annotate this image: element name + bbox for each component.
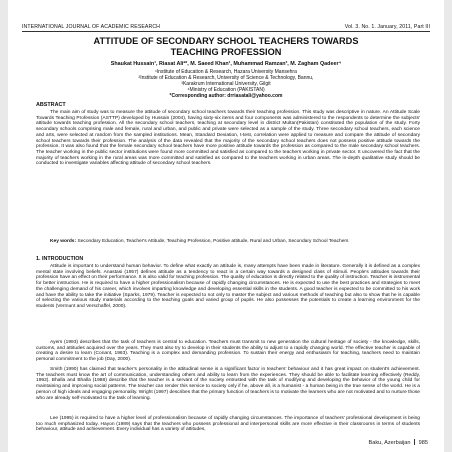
keywords-text: Secondary Education, Teacher's Attitude, Teaching Profession, Positive attitude, Rural and Urban, Secondary School Teachers	[77, 239, 349, 244]
affiliation-2: ²Institute of Education & Research, University of Science & Technology, Bannu,	[138, 75, 314, 82]
title-line-1: ATTITUDE OF SECONDARY SCHOOL TEACHERS TOWARDS	[93, 36, 359, 46]
journal-name: INTERNATIONAL JOURNAL OF ACADEMIC RESEARCH	[22, 24, 161, 30]
volume-info: Vol. 3. No. 1. January, 2011, Part III	[344, 24, 430, 30]
intro-paragraph-4: Lee (1995) is required to have a higher level of professionalism because of rapidly changing circumstances. The importance of teachers' professional development is being too much emphasized today. Hayon (1989) says that the teachers who possess professional and interpersonal skills are more effective in their classrooms in terms of students behaviour, attitude and achievement. Every individual has a variety of attitudes,	[36, 416, 420, 433]
affiliation-4: ⁴Ministry of Education (PAKISTAN)	[187, 87, 265, 94]
paper-title	[28, 36, 424, 58]
title-line-2: TEACHING PROFESSION	[170, 47, 282, 57]
footer-place: Baku, Azerbaijan	[368, 440, 411, 446]
intro-paragraph-2: Ayers (1993) describes that the task of teachers is central to education. Teachers must transmit to new generation the cultural heritage of society - the knowledge, skills, customs, and attitudes acquired over the years. They must also try to develop in their students the ability to adjust to a rapidly changing world. The effective teacher is capable of creating a desire to learn (Conant, 1963). Teaching is a complex and demanding profession. To sustain their energy and enthusiasm for teaching, teachers need to maintain personal commitment to the job (Day, 2000).	[36, 340, 420, 363]
keywords	[36, 239, 420, 245]
introduction-heading: 1. INTRODUCTION	[36, 256, 84, 262]
affiliation-3: ³Karakrum International University, Gilgit	[181, 81, 271, 88]
author-list: Shaukat Hussain¹, Riasat Ali²*, M. Saeed Khan¹, Muhammad Ramzan³, M. Zagham Qadeer⁴	[110, 61, 342, 67]
abstract-text: The main aim of study was to measure the attitude of secondary school teachers towards their teaching profession. This study was descriptive in nature. An Attitude Scale Towards Teaching Profession (ASTTP) developed by Hussain (2004), having sixty-six items and four components was administered to the respondents to determine the subjects' attitude towards teaching profession. All the secondary school teachers, teaching at secondary level in district Multan(Pakistan) constituted the population of the study. Forty secondary schools comprising male and female, rural and urban, and public and private were selected as a sample of the study. Three secondary school teachers, each science and arts, were selected at random from the sampled institutions. Mean, Standard Deviation, t-test, correlation were applied to measure and compare the attitude of secondary school teachers towards their profession. The analysis of the data revealed that the majority of the secondary school teachers does not possess positive attitude towards the profession. It was also found that the female secondary school teachers have more positive attitude towards the profession as compared to the male secondary school teachers. The teacher working in the public sector institutions were found more committed and satisfied as compared to the teachers working in private sector. It uncovered the fact that the majority of teachers working in the rural areas was more committed and satisfied as compared to the teachers working in urban areas. The in-depth qualitative study should be conducted to investigate variables affecting attitude of secondary school teachers.	[36, 110, 420, 167]
affiliations	[22, 69, 430, 99]
page-footer	[369, 439, 428, 446]
document-page	[8, 0, 444, 452]
corresponding-author: *Corresponding author: drriasatali@yahoo.com	[169, 93, 283, 100]
affiliation-1: ¹Institute of Education & Research, Hazara University Mansehra	[155, 69, 297, 75]
intro-paragraph-1: Attitude is important to understand human behavior. To define what exactly an attitude is, many attempts have been made in literature. Generally it is defined as a complex mental state involving beliefs. Anastasi (1957) defines attitude as a tendency to react in a certain way towards a designed class of stimuli. People's attitudes towards their profession have an effect on their performance. It is also valid for teaching profession. The quality of education is directly related to the quality of instruction. Teacher is instrumental for better instruction. He is required to have a higher professionalism because of rapidly changing circumstances. He is expected to use the best practices and strategies to meet the challenging demand of his career, which involves imparting knowledge and developing essential skills in the students. A good teacher is expected to be committed to his work and have the ability to take the initiative (Sparks, 1979). Teacher is expected to not only to master the subject and various methods of teaching but also to show that he is capable of selecting the various study materials according to the teaching goals and varied group of pupils. He also possesses the potentials to create a learning environment for the students (Vermunt and Verschaffel, 2000).	[36, 264, 420, 310]
keywords-label: Key words:	[50, 239, 77, 244]
running-header	[22, 24, 430, 32]
footer-separator	[414, 439, 415, 445]
abstract-heading: ABSTRACT	[36, 102, 66, 108]
page-number: 985	[418, 440, 428, 446]
intro-paragraph-3: Smith (1990) has claimed that teacher's personality in the attitudinal sense is a significant factor in teachers' behaviour and it has great impact on student's achievement. The teachers must know the art of communication, understanding others and ability to learn from the experiences. They should be able to facilitate learning effectively (Reddy, 1992). Bhalla and Bhalla (1988) describe that the teacher is a servant of the society entrusted with the task of modifying and developing the behavior of the young child for maintaining and improving social patterns. The teacher can render this service to society only if he, above all, is a humanist - a human being in the true sense of the world. He is a person of high ideals and engaging personality. Wright (1997) describes that the primary function of teachers is to motivate the learners who are not motivated and to nurture those who are already self-motivated to the task of learning.	[36, 367, 420, 401]
